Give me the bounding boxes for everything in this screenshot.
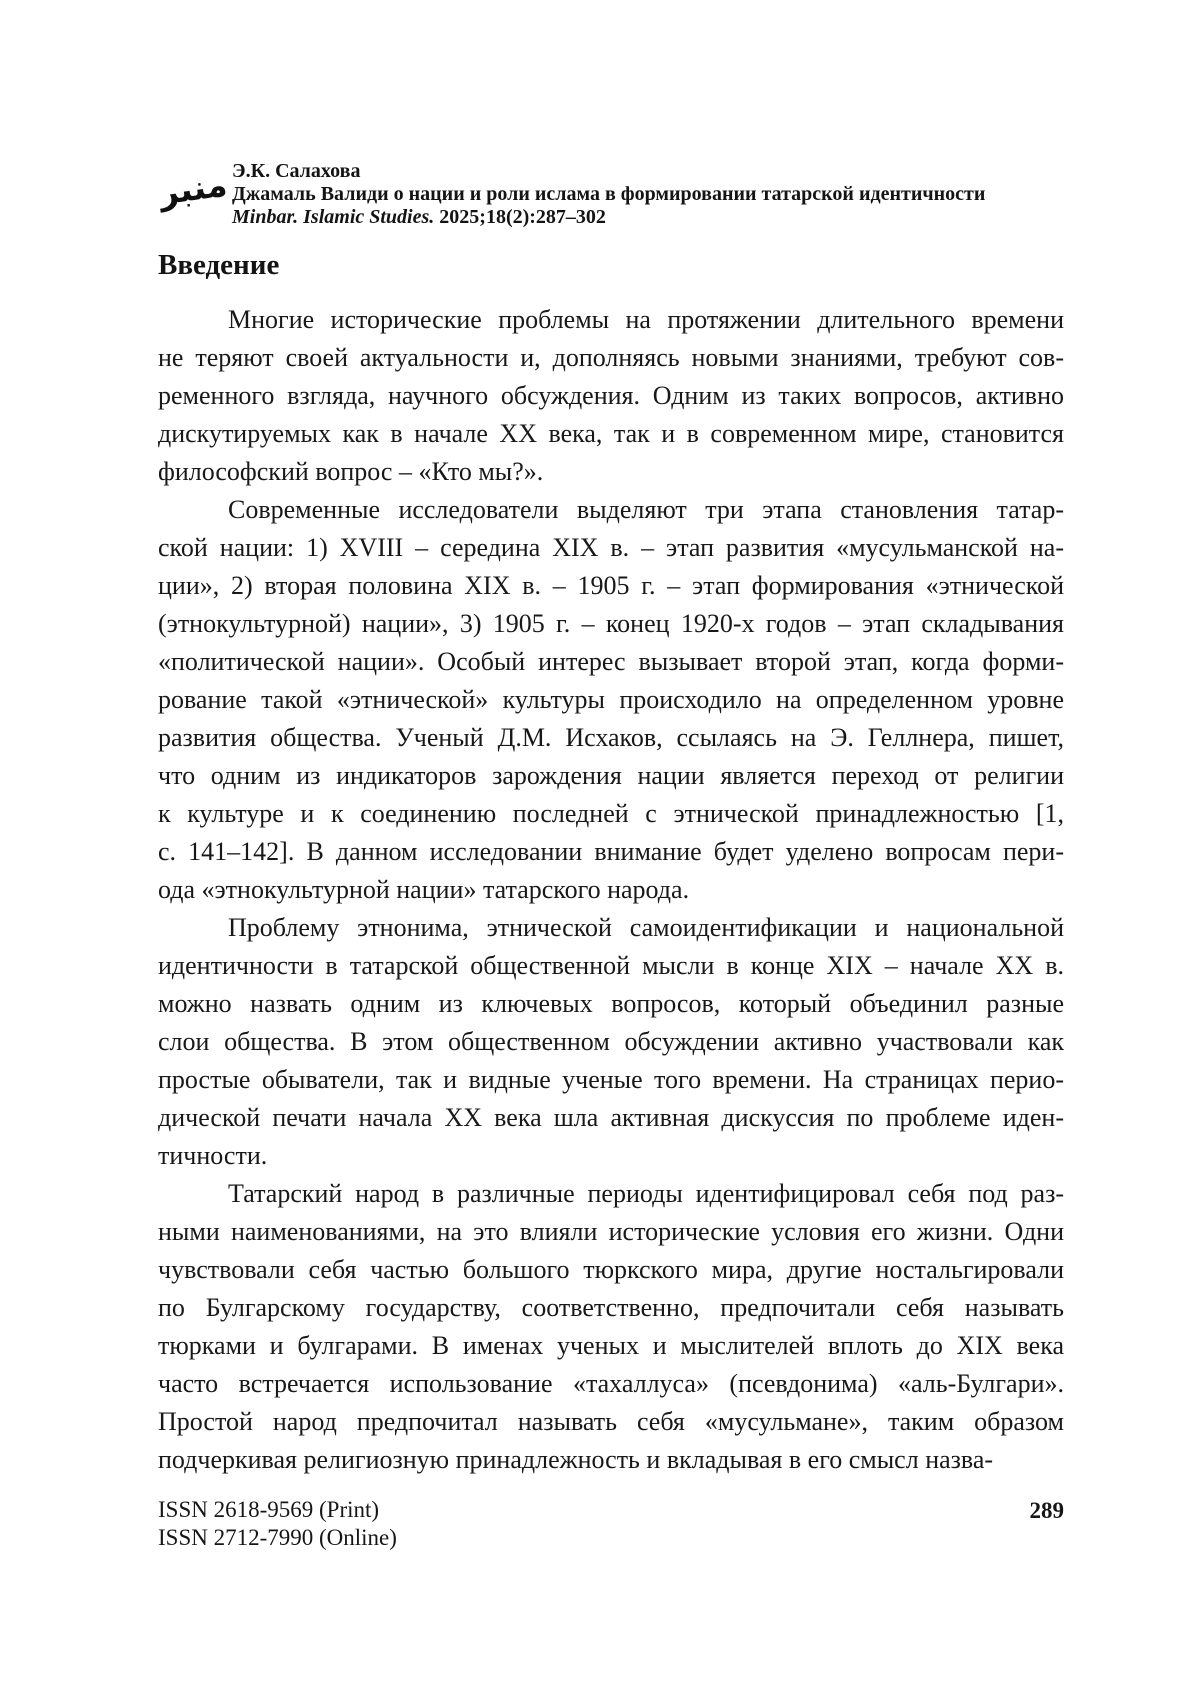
text-line: идентичности в татарской общественной мысли в конце XIX – начале XX в. bbox=[158, 951, 1064, 980]
text-line: (этнокультурной) нации», 3) 1905 г. – конец 1920-х годов – этап складывания bbox=[158, 609, 1064, 638]
text-line: подчеркивая религиозную принадлежность и вкладывая в его смысл назва- bbox=[158, 1445, 994, 1474]
text-line: не теряют своей актуальности и, дополняясь новыми знаниями, требуют сов- bbox=[158, 343, 1064, 372]
text-line: дической печати начала XX века шла активная дискуссия по проблеме иден- bbox=[158, 1103, 1064, 1132]
text-line: Простой народ предпочитал называть себя «мусульмане», таким образом bbox=[158, 1407, 1064, 1436]
section-heading: Введение bbox=[158, 249, 280, 281]
paragraph bbox=[158, 1175, 1064, 1479]
running-head-text bbox=[232, 158, 985, 229]
text-line: по Булгарскому государству, соответственно, предпочитали себя называть bbox=[158, 1293, 1064, 1322]
text-line: ской нации: 1) XVIII – середина XIX в. – этап развития «мусульманской на- bbox=[158, 533, 1064, 562]
author-name: Э.К. Салахова bbox=[232, 160, 361, 182]
journal-reference bbox=[232, 206, 985, 229]
text-line: тичности. bbox=[158, 1141, 268, 1170]
text-line: часто встречается использование «тахаллуса» (псевдонима) «аль-Булгари». bbox=[158, 1369, 1064, 1398]
text-line: простые обыватели, так и видные ученые того времени. На страницах перио- bbox=[158, 1065, 1064, 1094]
text-line: Проблему этнонима, этнической самоидентификации и национальной bbox=[228, 913, 1064, 942]
text-line: рование такой «этнической» культуры происходило на определенном уровне bbox=[158, 685, 1064, 714]
text-line: ременного взгляда, научного обсуждения. Одним из таких вопросов, активно bbox=[158, 381, 1064, 410]
text-line: Современные исследователи выделяют три этапа становления татар- bbox=[228, 495, 1064, 524]
paragraph bbox=[158, 491, 1064, 909]
text-line: ции», 2) вторая половина XIX в. – 1905 г. – этап формирования «этнической bbox=[158, 571, 1064, 600]
journal-issue-pages: 2025;18(2):287–302 bbox=[434, 206, 606, 228]
paragraph bbox=[158, 909, 1064, 1175]
text-line: философский вопрос – «Кто мы?». bbox=[158, 457, 544, 486]
text-line: к культуре и к соединению последней с этнической принадлежностью [1, bbox=[158, 799, 1064, 828]
issn-block bbox=[158, 1496, 397, 1552]
text-line: можно назвать одним из ключевых вопросов, который объединил разные bbox=[158, 989, 1064, 1018]
article-title: Джамаль Валиди о нации и роли ислама в формировании татарской идентичности bbox=[232, 183, 986, 205]
journal-name: Minbar. Islamic Studies. bbox=[232, 206, 435, 228]
issn-print: ISSN 2618-9569 (Print) bbox=[158, 1497, 380, 1522]
text-line: дискутируемых как в начале XX века, так и в современном мире, становится bbox=[158, 419, 1064, 448]
text-line: слои общества. В этом общественном обсуждении активно участвовали как bbox=[158, 1027, 1064, 1056]
text-line: что одним из индикаторов зарождения нации является переход от религии bbox=[158, 761, 1064, 790]
text-line: тюрками и булгарами. В именах ученых и мыслителей вплоть до XIX века bbox=[158, 1331, 1064, 1360]
article-body bbox=[158, 301, 1064, 1479]
page-footer bbox=[158, 1496, 1064, 1552]
text-line: «политической нации». Особый интерес вызывает второй этап, когда форми- bbox=[158, 647, 1064, 676]
text-line: ода «этнокультурной нации» татарского народа. bbox=[158, 875, 690, 904]
running-head bbox=[156, 158, 986, 229]
text-line: развития общества. Ученый Д.М. Исхаков, ссылаясь на Э. Геллнера, пишет, bbox=[158, 723, 1064, 752]
text-line: с. 141–142]. В данном исследовании внимание будет уделено вопросам пери- bbox=[158, 837, 1064, 866]
text-line: чувствовали себя частью большого тюркского мира, другие ностальгировали bbox=[158, 1255, 1064, 1284]
text-line: Многие исторические проблемы на протяжении длительного времени bbox=[228, 305, 1064, 334]
page-number: 289 bbox=[1029, 1498, 1064, 1523]
issn-online: ISSN 2712-7990 (Online) bbox=[158, 1525, 397, 1550]
text-line: Татарский народ в различные периоды идентифицировал себя под раз- bbox=[228, 1179, 1064, 1208]
paragraph bbox=[158, 301, 1064, 491]
text-line: ными наименованиями, на это влияли исторические условия его жизни. Одни bbox=[158, 1217, 1064, 1246]
minbar-calligraphy-logo-icon: منبر bbox=[156, 163, 230, 213]
